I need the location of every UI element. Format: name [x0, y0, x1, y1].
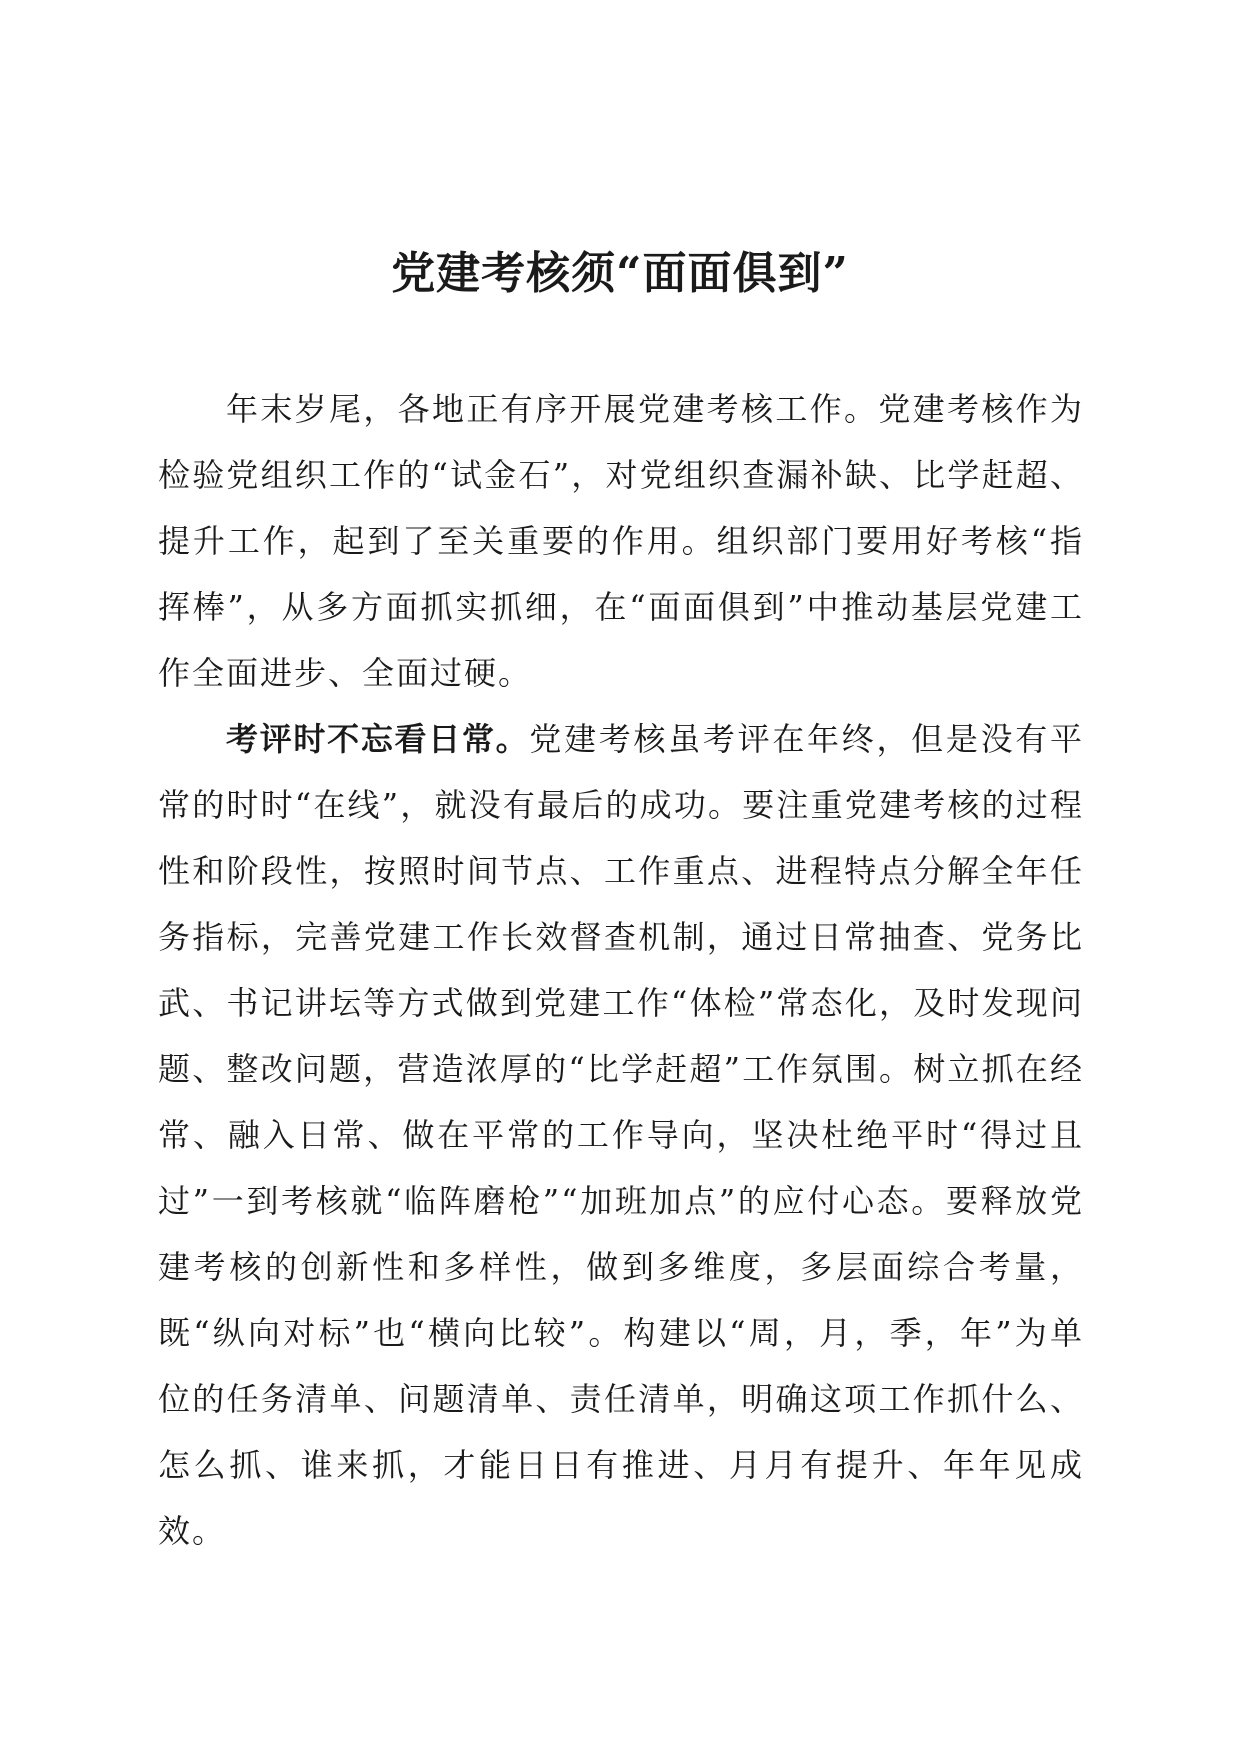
paragraph-lead-heading: 考评时不忘看日常。 [226, 720, 530, 758]
paragraph-text: 党建考核虽考评在年终，但是没有平常的时时“在线”，就没有最后的成功。要注重党建考核的过程性和阶段性，按照时间节点、工作重点、进程特点分解全年任务指标，完善党建工作长效督查机制，通过日常抽查、党务比武、书记讲坛等方式做到党建工作“体检”常态化，及时发现问题、整改问题，营造浓厚的“比学赶超”工作氛围。树立抓在经常、融入日常、做在平常的工作导向，坚决杜绝平时“得过且过”一到考核就“临阵磨枪”“加班加点”的应付心态。要释放党建考核的创新性和多样性，做到多维度，多层面综合考量，既“纵向对标”也“横向比较”。构建以“周，月，季，年”为单位的任务清单、问题清单、责任清单，明确这项工作抓什么、怎么抓、谁来抓，才能日日有推进、月月有提升、年年见成效。 [158, 720, 1084, 1550]
document-title: 党建考核须“面面俱到” [391, 248, 849, 299]
document-body [158, 376, 1084, 1564]
paragraph-intro [158, 376, 1084, 706]
paragraph-daily-assessment [158, 706, 1084, 1564]
paragraph-text: 年末岁尾，各地正有序开展党建考核工作。党建考核作为检验党组织工作的“试金石”，对党组织查漏补缺、比学赶超、提升工作，起到了至关重要的作用。组织部门要用好考核“指挥棒”，从多方面抓实抓细，在“面面俱到”中推动基层党建工作全面进步、全面过硬。 [158, 390, 1084, 692]
